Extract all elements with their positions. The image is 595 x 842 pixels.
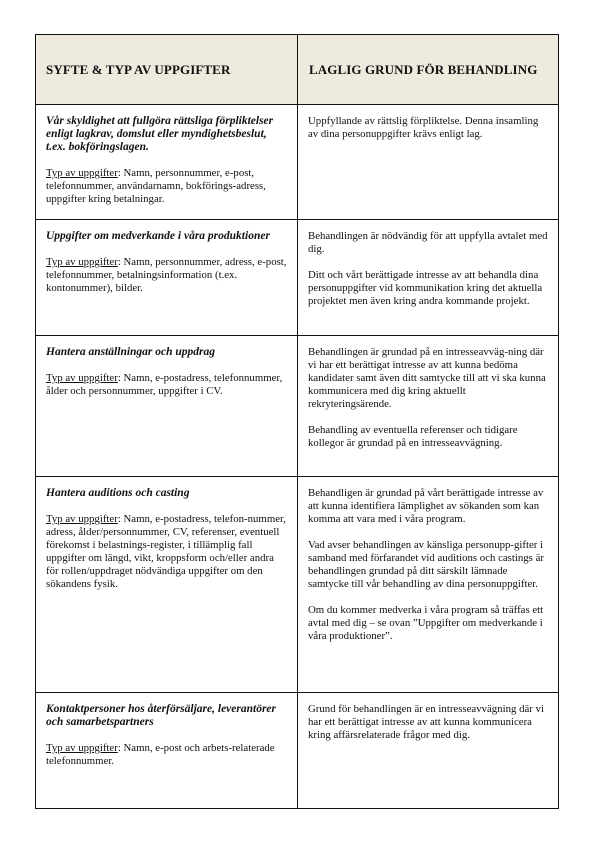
purpose-title: Hantera auditions och casting (46, 487, 190, 499)
header-cell-legal-basis (298, 35, 558, 104)
data-types-text (46, 742, 289, 768)
legal-basis-paragraph: Vad avser behandlingen av känsliga personupp-gifter i samband med förfarandet vid auditions och castings är behandlingen grundad på ditt särskilt lämnade samtycke till vår behandling av dina personuppgifter. (308, 539, 544, 590)
header-legal-basis-label: LAGLIG GRUND FÖR BEHANDLING (309, 61, 538, 77)
legal-basis-paragraph: Behandligen är grundad på vårt berättigade intresse av att kunna identifiera lämplighet av sökanden som kan komma att vara med i våra program. (308, 487, 544, 525)
purpose-title: Uppgifter om medverkande i våra produktioner (46, 230, 270, 242)
purpose-title: Hantera anställningar och uppdrag (46, 346, 216, 358)
table-row (36, 335, 558, 476)
table-row (36, 104, 558, 219)
legal-basis-cell (298, 477, 558, 692)
purpose-cell (36, 220, 298, 335)
legal-basis-cell (298, 693, 558, 808)
data-types-label: Typ av uppgifter (46, 372, 118, 384)
legal-basis-cell (298, 336, 558, 476)
data-types-text (46, 256, 289, 295)
legal-basis-cell (298, 105, 558, 219)
purpose-cell (36, 693, 298, 808)
data-types-value: : Namn, personnummer, e-post, telefonnummer, användarnamn, bokförings-adress, uppgifter kring betalningar. (46, 167, 266, 205)
legal-basis-paragraph: Uppfyllande av rättslig förpliktelse. Denna insamling av dina personuppgifter krävs enligt lag. (308, 115, 539, 140)
table-row (36, 476, 558, 692)
data-types-value: : Namn, e-postadress, telefonnummer, ålder och personnummer, uppgifter i CV. (46, 372, 283, 397)
purpose-cell (36, 477, 298, 692)
data-types-label: Typ av uppgifter (46, 256, 118, 268)
header-cell-purpose (36, 35, 298, 104)
data-types-text (46, 167, 289, 206)
purpose-cell (36, 336, 298, 476)
header-purpose-label: SYFTE & TYP AV UPPGIFTER (46, 61, 231, 77)
legal-basis-paragraph: Behandlingen är grundad på en intresseavväg-ning där vi har ett berättigat intresse av att kunna bedöma kandidater samt även ditt samtycke till att vi ska kunna kommunicera med dig kring aktuellt rekryteringsärende. (308, 346, 546, 410)
data-types-text (46, 372, 289, 398)
table-row (36, 692, 558, 808)
data-types-value: : Namn, personnummer, adress, e-post, telefonnummer, betalningsinformation (t.ex. kontonummer), bilder. (46, 256, 287, 294)
data-types-label: Typ av uppgifter (46, 513, 118, 525)
data-types-label: Typ av uppgifter (46, 742, 118, 754)
legal-basis-paragraph: Behandlingen är nödvändig för att uppfylla avtalet med dig. (308, 230, 548, 255)
data-types-label: Typ av uppgifter (46, 167, 118, 179)
purpose-title: Kontaktpersoner hos återförsäljare, leverantörer och samarbetspartners (46, 703, 277, 728)
data-types-value: : Namn, e-post och arbets-relaterade telefonnummer. (46, 742, 275, 767)
data-processing-table (35, 34, 559, 809)
table-row (36, 219, 558, 335)
legal-basis-paragraph: Behandling av eventuella referenser och tidigare kollegor är grundad på en intresseavvägning. (308, 424, 518, 449)
legal-basis-paragraph: Om du kommer medverka i våra program så träffas ett avtal med dig – se ovan ”Uppgifter om medverkande i våra produktioner”. (308, 604, 544, 642)
data-types-text (46, 513, 289, 591)
legal-basis-paragraph: Ditt och vårt berättigade intresse av att behandla dina personuppgifter vid kommunikation kring det aktuella projektet men även kring andra kommande projekt. (308, 269, 543, 307)
legal-basis-cell (298, 220, 558, 335)
table-header-row (36, 35, 558, 104)
purpose-cell (36, 105, 298, 219)
data-types-value: : Namn, e-postadress, telefon-nummer, adress, ålder/personnummer, CV, referenser, eventuell förekomst i belastnings-register, i tillämplig fall uppgifter om längd, vikt, kroppsform och/eller andra för rollen/uppdraget nödvändiga uppgifter om den sökandens fysik. (46, 513, 286, 590)
legal-basis-paragraph: Grund för behandlingen är en intresseavvägning där vi har ett berättigat intresse av att kunna kommunicera kring affärsrelaterade frågor med dig. (308, 703, 544, 741)
purpose-title: Vår skyldighet att fullgöra rättsliga förpliktelser enligt lagkrav, domslut eller myndighetsbeslut, t.ex. bokföringslagen. (46, 115, 274, 153)
